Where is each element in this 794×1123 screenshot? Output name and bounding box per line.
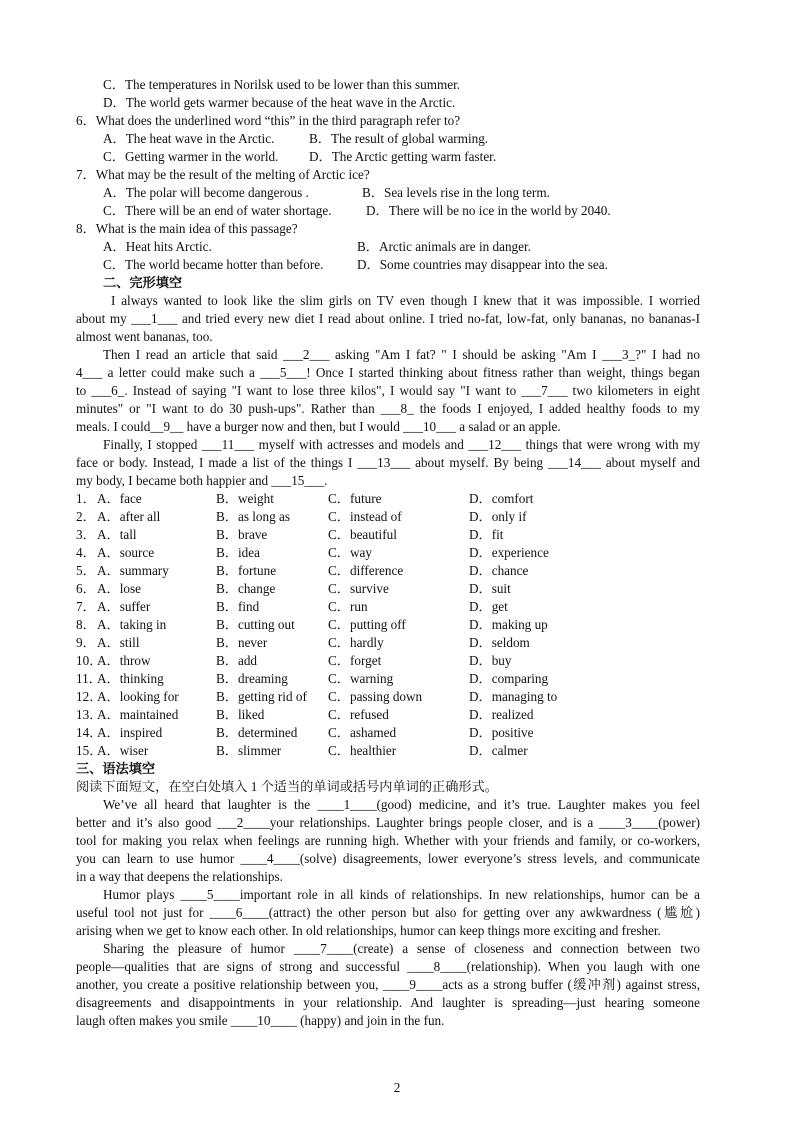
option-c: C．The world became hotter than before.: [103, 257, 324, 272]
option-b: B．fortune: [216, 563, 277, 578]
option-a: A．lose: [97, 581, 141, 596]
paragraph-line: people—qualities that are signs of strong and successful ____8____(relationship). When you laugh with one: [76, 959, 700, 974]
option-c: C．run: [328, 599, 368, 614]
paragraph-line: laugh often makes you smile ____10____ (happy) and join in the fun.: [76, 1013, 445, 1028]
option-b: B．idea: [216, 545, 260, 560]
option-d: D．buy: [469, 653, 512, 668]
option-c: C．warning: [328, 671, 394, 686]
option-c: C．ashamed: [328, 725, 397, 740]
paragraph-line: to ___6_. Instead of saying "I want to lose three kilos", I would say "I want to ___7___ two kilometers in eight: [76, 383, 700, 398]
option-number: 6．: [76, 581, 96, 596]
paragraph-line: Sharing the pleasure of humor ____7____(create) a sense of closeness and connection between two: [103, 941, 700, 956]
option-b: B．weight: [216, 491, 274, 506]
page-number: 2: [393, 1080, 401, 1095]
option-d: D．seldom: [469, 635, 530, 650]
option-d: D．positive: [469, 725, 534, 740]
paragraph-line: another, you create a positive relationship between you, ____9____acts as a strong buffer (缓冲剂) against stress,: [76, 977, 700, 992]
option-b: B．add: [216, 653, 258, 668]
paragraph-line: about my ___1___ and tried every new diet I read about online. I tried no-fat, low-fat, only bananas, no bananas-I: [76, 311, 700, 326]
option-a: A．taking in: [97, 617, 167, 632]
option-a: A．source: [97, 545, 155, 560]
option-d: D．There will be no ice in the world by 2040.: [366, 203, 611, 218]
option-d: D．comfort: [469, 491, 534, 506]
option-d: D．suit: [469, 581, 511, 596]
option-number: 1．: [76, 491, 96, 506]
paragraph-line: almost went bananas, too.: [76, 329, 213, 344]
option-b: B．The result of global warming.: [309, 131, 489, 146]
option-b: B．find: [216, 599, 260, 614]
paragraph-line: I always wanted to look like the slim girls on TV even though I knew that it was impossible. I worried: [111, 293, 700, 308]
section-heading: 二、完形填空: [103, 275, 183, 290]
option-number: 2．: [76, 509, 96, 524]
option-a: A．after all: [97, 509, 161, 524]
option-number: 4．: [76, 545, 96, 560]
option-number: 15．: [76, 743, 103, 758]
option-c: C．hardly: [328, 635, 384, 650]
option-c: C．putting off: [328, 617, 406, 632]
option-d: D．get: [469, 599, 508, 614]
option-c: C．future: [328, 491, 382, 506]
option-b: B．slimmer: [216, 743, 282, 758]
option-a: A．wiser: [97, 743, 149, 758]
option-c: C．There will be an end of water shortage.: [103, 203, 332, 218]
option-number: 8．: [76, 617, 96, 632]
option-a: A．still: [97, 635, 140, 650]
instruction: 阅读下面短文，在空白处填入 1 个适当的单词或括号内单词的正确形式。: [76, 779, 498, 794]
option-number: 11．: [76, 671, 102, 686]
option-line: C．The temperatures in Norilsk used to be lower than this summer.: [103, 77, 461, 92]
option-d: D．chance: [469, 563, 529, 578]
option-c: C．refused: [328, 707, 389, 722]
option-a: A．inspired: [97, 725, 163, 740]
option-number: 9．: [76, 635, 96, 650]
option-number: 10．: [76, 653, 103, 668]
paragraph-line: tool for making you relax when feelings are running high. Whether with your friends and family, or co-workers,: [76, 833, 700, 848]
paragraph-line: Finally, I stopped ___11___ myself with actresses and models and ___12___ things that were wrong with my: [103, 437, 700, 452]
option-a: A．face: [97, 491, 142, 506]
paragraph-line: you can learn to use humor ____4____(solve) disagreements, lower everyone’s stress levels, and communicate: [76, 851, 700, 866]
question-stem: 7．What may be the result of the melting of Arctic ice?: [76, 167, 370, 182]
option-a: A．suffer: [97, 599, 151, 614]
option-b: B．dreaming: [216, 671, 288, 686]
option-a: A．throw: [97, 653, 151, 668]
option-a: A．looking for: [97, 689, 179, 704]
option-d: D．fit: [469, 527, 504, 542]
option-b: B．getting rid of: [216, 689, 307, 704]
option-a: A．The polar will become dangerous .: [103, 185, 309, 200]
paragraph-line: better and it’s also good ___2____your relationships. Laughter brings people closer, and is a ____3____(power): [76, 815, 700, 830]
option-a: A．Heat hits Arctic.: [103, 239, 212, 254]
option-d: D．managing to: [469, 689, 558, 704]
option-b: B．Arctic animals are in danger.: [357, 239, 531, 254]
option-d: D．experience: [469, 545, 549, 560]
option-d: D．The Arctic getting warm faster.: [309, 149, 497, 164]
option-c: C．healthier: [328, 743, 397, 758]
option-c: C．survive: [328, 581, 389, 596]
paragraph-line: meals. I could__9__ have a burger now and then, but I would ___10___ a salad or an apple.: [76, 419, 561, 434]
paragraph-line: minutes" or "I want to do 30 push-ups". Rather than ___8_ the foods I enjoyed, I added healthy foods to my: [76, 401, 700, 416]
option-b: B．as long as: [216, 509, 290, 524]
option-a: A．thinking: [97, 671, 164, 686]
option-d: D．making up: [469, 617, 548, 632]
option-b: B．cutting out: [216, 617, 295, 632]
option-b: B．brave: [216, 527, 268, 542]
option-c: C．instead of: [328, 509, 402, 524]
option-number: 14．: [76, 725, 103, 740]
option-d: D．comparing: [469, 671, 549, 686]
option-c: C．Getting warmer in the world.: [103, 149, 279, 164]
option-c: C．way: [328, 545, 372, 560]
option-number: 13．: [76, 707, 103, 722]
option-number: 12．: [76, 689, 103, 704]
option-b: B．never: [216, 635, 268, 650]
option-d: D．calmer: [469, 743, 528, 758]
paragraph-line: my body, I became both happier and ___15___.: [76, 473, 328, 488]
option-c: C．beautiful: [328, 527, 397, 542]
paragraph-line: Then I read an article that said ___2___ asking "Am I fat? " I should be asking "Am I ___3_?" I had no: [103, 347, 700, 362]
option-number: 3．: [76, 527, 96, 542]
option-a: A．maintained: [97, 707, 179, 722]
option-b: B．liked: [216, 707, 265, 722]
option-c: C．passing down: [328, 689, 423, 704]
option-c: C．difference: [328, 563, 404, 578]
option-b: B．determined: [216, 725, 298, 740]
option-d: D．Some countries may disappear into the sea.: [357, 257, 608, 272]
option-b: B．change: [216, 581, 276, 596]
option-c: C．forget: [328, 653, 382, 668]
option-line: D．The world gets warmer because of the heat wave in the Arctic.: [103, 95, 456, 110]
option-a: A．The heat wave in the Arctic.: [103, 131, 275, 146]
paragraph-line: useful tool not just for ____6____(attract) the other person but also for getting over any awkwardness (尴尬): [76, 905, 700, 920]
section-heading: 三、语法填空: [76, 761, 156, 776]
paragraph-line: 4___ a letter could make such a ___5___! Once I started thinking about fitness rather than weight, things began: [76, 365, 700, 380]
paragraph-line: face or body. Instead, I made a list of the things I ___13___ about myself. By being ___14___ about myself and: [76, 455, 700, 470]
option-b: B．Sea levels rise in the long term.: [362, 185, 550, 200]
option-number: 7．: [76, 599, 96, 614]
option-number: 5．: [76, 563, 96, 578]
paragraph-line: in a way that deepens the relationships.: [76, 869, 283, 884]
question-stem: 8．What is the main idea of this passage?: [76, 221, 298, 236]
question-stem: 6．What does the underlined word “this” in the third paragraph refer to?: [76, 113, 461, 128]
paragraph-line: arising when we get to know each other. In old relationships, humor can keep things more exciting and fresher.: [76, 923, 661, 938]
option-d: D．only if: [469, 509, 527, 524]
paragraph-line: Humor plays ____5____important role in all kinds of relationships. In new relationships, humor can be a: [103, 887, 700, 902]
option-d: D．realized: [469, 707, 534, 722]
paragraph-line: disagreements and disappointments in your relationship. And laughter is spreading—just hearing someone: [76, 995, 700, 1010]
paragraph-line: We’ve all heard that laughter is the ____1____(good) medicine, and it’s true. Laughter makes you feel: [103, 797, 700, 812]
option-a: A．summary: [97, 563, 169, 578]
option-a: A．tall: [97, 527, 137, 542]
